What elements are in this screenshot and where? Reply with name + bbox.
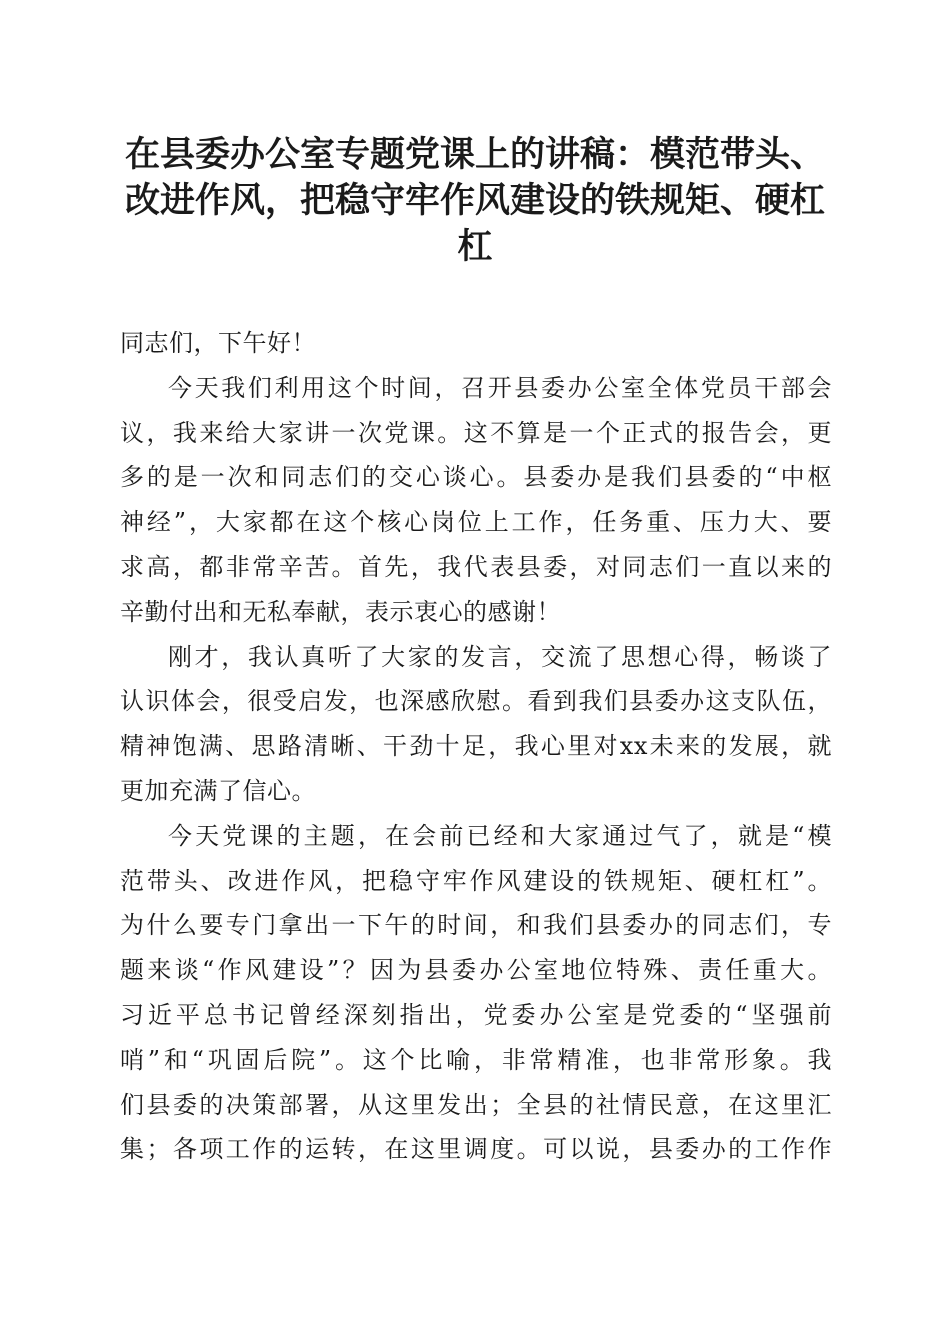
paragraph-line: 今天党课的主题，在会前已经和大家通过气了，就是“模 (168, 821, 832, 850)
paragraph-line: 集；各项工作的运转，在这里调度。可以说，县委办的工作作 (120, 1135, 832, 1164)
paragraph-line: 范带头、改进作风，把稳守牢作风建设的铁规矩、硬杠杠”。 (120, 866, 832, 895)
paragraph-line: 哨”和“巩固后院”。这个比喻，非常精准，也非常形象。我 (120, 1045, 832, 1074)
paragraph-line: 更加充满了信心。 (120, 776, 316, 805)
paragraph-line: 多的是一次和同志们的交心谈心。县委办是我们县委的“中枢 (120, 463, 832, 492)
paragraph-3 (120, 814, 832, 1172)
paragraph-line: 今天我们利用这个时间，召开县委办公室全体党员干部会 (168, 373, 832, 402)
paragraph-line: 议，我来给大家讲一次党课。这不算是一个正式的报告会，更 (120, 418, 832, 447)
paragraph-line: 习近平总书记曾经深刻指出，党委办公室是党委的“坚强前 (120, 1000, 832, 1029)
title-line: 改进作风，把稳守牢作风建设的铁规矩、硬杠 (124, 180, 825, 221)
greeting: 同志们，下午好！ (120, 329, 316, 357)
document-body (120, 321, 832, 1172)
paragraph-2 (120, 635, 832, 814)
paragraph-line: 辛勤付出和无私奉献，表示衷心的感谢！ (120, 597, 561, 626)
paragraph-line: 认识体会，很受启发，也深感欣慰。看到我们县委办这支队伍， (120, 687, 832, 716)
paragraph-line: 们县委的决策部署，从这里发出；全县的社情民意，在这里汇 (120, 1090, 832, 1119)
paragraph-1 (120, 366, 832, 635)
title-line: 在县委办公室专题党课上的讲稿：模范带头、 (124, 134, 825, 175)
paragraph-line: 精神饱满、思路清晰、干劲十足，我心里对xx未来的发展，就 (120, 732, 832, 761)
paragraph-line: 求高，都非常辛苦。首先，我代表县委，对同志们一直以来的 (120, 552, 832, 581)
paragraph-line: 题来谈“作风建设”？因为县委办公室地位特殊、责任重大。 (120, 956, 832, 985)
paragraph-line: 神经”，大家都在这个核心岗位上工作，任务重、压力大、要 (120, 508, 832, 537)
document-title (100, 132, 850, 270)
paragraph-line: 为什么要专门拿出一下午的时间，和我们县委办的同志们，专 (120, 911, 832, 940)
paragraph-line: 刚才，我认真听了大家的发言，交流了思想心得，畅谈了 (168, 642, 832, 671)
title-line: 杠 (457, 226, 493, 267)
